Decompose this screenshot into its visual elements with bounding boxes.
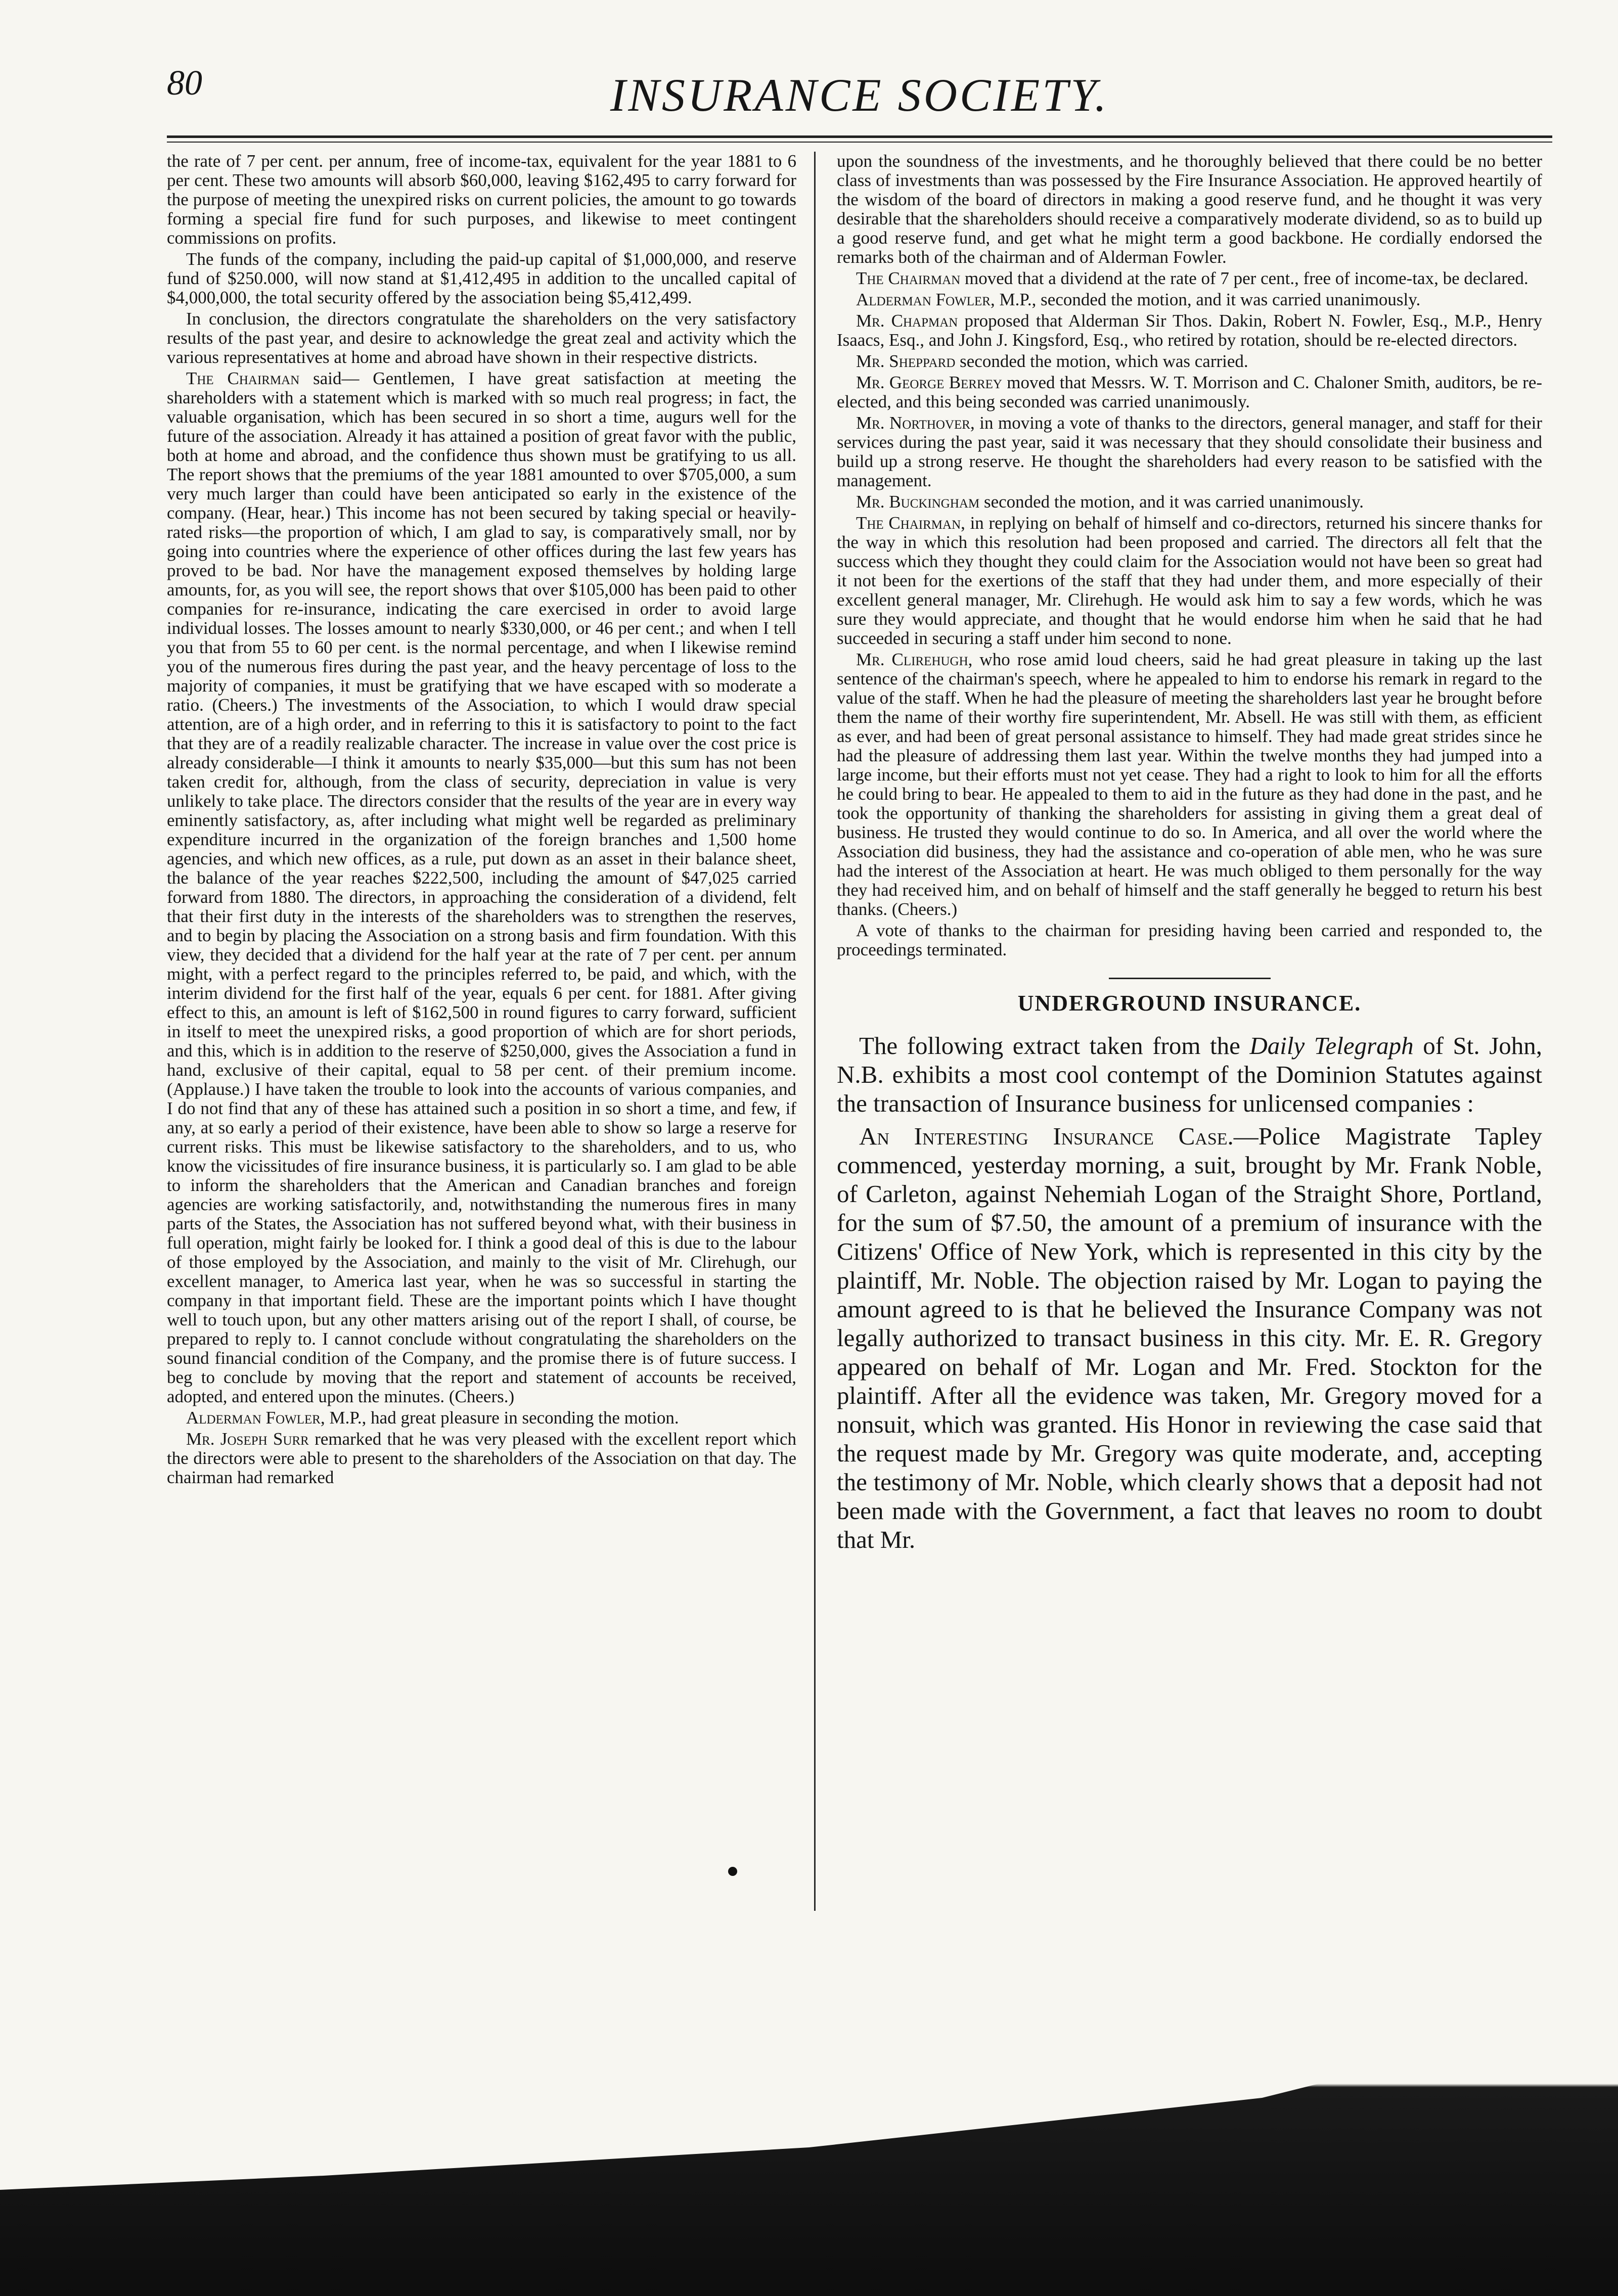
speaker-name: Mr. Northover, xyxy=(856,413,975,433)
paragraph xyxy=(167,369,796,1406)
speaker-name: Mr. Chapman xyxy=(856,311,958,331)
speaker-name: Alderman Fowler, xyxy=(856,290,995,309)
paragraph: the rate of 7 per cent. per annum, free of income-tax, equivalent for the year 1881 to 6 per cent. These two amounts will absorb $60,000, leaving $162,495 to carry forward for the purpose of meeting the unexpired risks on current policies, the amount to go towards forming a special fire fund for such purposes, and likewise to meet contingent commissions on profits. xyxy=(167,151,796,248)
left-column xyxy=(167,152,796,1911)
paragraph-text: who rose amid loud cheers, said he had great pleasure in taking up the last sentence of the chairman's speech, where he appealed to him to endorse his remark in regard to the value of the staff. When he had the pleasure of meeting the shareholders last year he brought before them the name of their worthy fire superintendent, Mr. Absell. He was still with them, as efficient as ever, and had been of great personal assistance to himself. They had made great strides since he had the pleasure of addressing them last year. Within the twelve months they had jumped into a large income, but their efforts must not yet cease. They had a right to look to him for all the efforts he could bring to bear. He appealed to them to aid in the future as they had done in the past, and he took the opportunity of thanking the shareholders for assisting in giving them a great deal of business. He trusted they would continue to do so. In America, and all over the world where the Association did business, they had the assistance and co-operation of able men, who he was sure had the interest of the Association at heart. He was much obliged to them personally for the way they had received him, and on behalf of himself and the staff generally he begged to return his best thanks. (Cheers.) xyxy=(837,650,1542,919)
column-divider xyxy=(814,152,816,1911)
right-column xyxy=(837,152,1542,1911)
newspaper-title: Daily Telegraph xyxy=(1249,1032,1414,1060)
paragraph xyxy=(837,650,1542,919)
ink-speck xyxy=(728,1867,737,1876)
speaker-name: Mr. Joseph Surr xyxy=(186,1429,309,1449)
paragraph xyxy=(837,492,1542,512)
speaker-name: The Chairman xyxy=(856,268,961,288)
paragraph-text: seconded the motion, which was carried. xyxy=(960,351,1248,371)
underground-insurance-article xyxy=(837,1031,1542,1554)
meeting-report xyxy=(837,152,1542,959)
paragraph xyxy=(837,414,1542,490)
paragraph: A vote of thanks to the chairman for presiding having been carried and responded to, the proceedings terminated. xyxy=(837,921,1542,959)
speaker-name: Mr. George Berrey xyxy=(856,373,1002,392)
paragraph-text: said— Gentlemen, I have great satisfaction at meeting the shareholders with a statement which is marked with so much real progress; in fact, the valuable organisation, which has been secured in so short a time, augurs well for the future of the association. Already it has attained a position of great favor with the public, both at home and abroad, and the confidence thus shown must be gratifying to us all. The report shows that the premiums of the year 1881 amounted to over $705,000, a sum very much larger than could have been anticipated so early in the existence of the company. (Hear, hear.) This income has not been secured by taking special or heavily-rated risks—the proportion of which, I am glad to say, is comparatively small, nor by going into countries where the experience of other offices during the last few years has proved to be bad. Nor have the management exposed themselves by holding large amounts, for, as you will see, the report shows that over $105,000 has been paid to other companies for re-insurance, indicating the care exercised in order to avoid large individual losses. The losses amount to nearly $330,000, or 46 per cent.; and when I tell you that from 55 to 60 per cent. is the normal percentage, and when I likewise remind you of the numerous fires during the past year, and the heavy percentage of loss to the majority of companies, it must be gratifying that we have escaped with so moderate a ratio. (Cheers.) The investments of the Association, to which I would draw special attention, are of a high order, and in referring to this it is satisfactory to point to the fact that they are of a readily realizable character. The increase in value over the cost price is already considerable—I think it amounts to nearly $35,000—but this sum has not been taken credit for, although, from the class of security, depreciation in value is very unlikely to take place. The directors consider that the results of the year are in every way eminently satisfactory, as, after including what might well be regarded as preliminary expenditure incurred in the organization of the foreign branches and 1,500 home agencies, and which new offices, as a rule, put down as an asset in their balance sheet, the balance of the year reaches $222,500, including the amount of $47,025 carried forward from 1880. The directors, in approaching the consideration of a dividend, felt that their first duty in the interests of the shareholders was to strengthen the reserves, and to begin by placing the Association on a strong basis and firm foundation. With this view, they decided that a dividend for the half year at the rate of 7 per cent. per annum might, with a perfect regard to the principles referred to, be paid, and which, with the interim dividend for the first half of the year, equals 6 per cent. for 1881. After giving effect to this, an amount is left of $162,500 in round figures to carry forward, sufficient in itself to meet the unexpired risks, a good proportion of which are for short periods, and this, which is in addition to the reserve of $250,000, gives the Association a fund in hand, exclusive of their capital, equal to 58 per cent. of their premium income. (Applause.) I have taken the trouble to look into the accounts of various companies, and I do not find that any of these has attained such a position in so short a time, and few, if any, at so early a period of their existence, have been able to show so large a reserve for current risks. This must be likewise satisfactory to the shareholders, and to us, who know the vicissitudes of fire insurance business, it is particularly so. I am glad to be able to inform the shareholders that the American and Canadian branches and foreign agencies are working satisfactorily, and, notwithstanding the numerous fires in many parts of the States, the Association has not suffered beyond what, with their business in full operation, might fairly be looked for. I think a good deal of this is due to the labour of those employed by the Association, and mainly to the visit of Mr. Clirehugh, our excellent manager, to America last year, when he was so successful in starting the company in that important field. These are the important points which I have thought well to touch upon, but any other matters arising out of the report I shall, of course, be prepared to reply to. I cannot conclude without congratulating the shareholders on the sound financial condition of the Company, and the promise there is of future success. I beg to conclude by moving that the report and statement of accounts be received, adopted, and entered upon the minutes. (Cheers.) xyxy=(167,369,797,1406)
paragraph xyxy=(837,290,1542,309)
section-rule xyxy=(1109,978,1271,979)
article-lead: An Interesting Insurance Case. xyxy=(859,1122,1234,1150)
speaker-name: Alderman Fowler, xyxy=(186,1408,325,1428)
paragraph-text: moved that a dividend at the rate of 7 per cent., free of income-tax, be declared. xyxy=(965,268,1529,288)
paragraph xyxy=(837,373,1542,411)
paragraph-text: —Police Magistrate Tapley commenced, yesterday morning, a suit, brought by Mr. Frank Noble, of Carleton, against Nehemiah Logan of the Straight Shore, Portland, for the sum of $7.50, the amount of a premium of insurance with the Citizens' Office of New York, which is represented in this city by the plaintiff, Mr. Noble. The objection raised by Mr. Logan to paying the amount agreed to is that he believed the Insurance Company was not legally authorized to transact business in this city. Mr. E. R. Gregory appeared on behalf of Mr. Logan and Mr. Fred. Stockton for the plaintiff. After all the evidence was taken, Mr. Gregory moved for a nonsuit, which was granted. His Honor in reviewing the case said that the request made by Mr. Gregory was quite moderate, and, accepting the testimony of Mr. Noble, which clearly shows that a deposit had not been made with the Government, a fact that leaves no room to doubt that Mr. xyxy=(837,1122,1542,1553)
speaker-name: Mr. Buckingham xyxy=(856,492,980,512)
paragraph xyxy=(837,514,1542,648)
page-edge-shadow xyxy=(0,1942,1618,2296)
paragraph: The funds of the company, including the paid-up capital of $1,000,000, and reserve fund of $250.000, will now stand at $1,412,495 in addition to the uncalled capital of $4,000,000, the total security offered by the association being $5,412,499. xyxy=(167,249,796,307)
paragraph xyxy=(837,1122,1542,1554)
paragraph-text: in moving a vote of thanks to the directors, general manager, and staff for their services during the past year, said it was necessary that they should consolidate their business and build up a strong reserve. He thought the shareholders had every reason to be satisfied with the management. xyxy=(837,413,1543,490)
speaker-name: Mr. Clirehugh, xyxy=(856,650,973,669)
paragraph-text: M.P., seconded the motion, and it was carried unanimously. xyxy=(999,290,1421,309)
paragraph-text: moved that Messrs. W. T. Morrison and C. Chaloner Smith, auditors, be re-elected, and this being seconded was carried unanimously. xyxy=(837,373,1543,411)
speaker-name: Mr. Sheppard xyxy=(856,351,956,371)
paragraph-text: remarked that he was very pleased with the excellent report which the directors were able to present to the shareholders of the Association on that day. The chairman had remarked xyxy=(167,1429,796,1487)
page-number: 80 xyxy=(167,64,202,103)
paragraph xyxy=(837,311,1542,350)
paragraph-text: of St. John, N.B. exhibits a most cool contempt of the Dominion Statutes against the transaction of Insurance business for unlicensed companies : xyxy=(837,1032,1542,1117)
paragraph xyxy=(837,352,1542,371)
paragraph-text: seconded the motion, and it was carried unanimously. xyxy=(983,492,1364,512)
speaker-name: The Chairman, xyxy=(856,513,965,533)
paragraph: In conclusion, the directors congratulate the shareholders on the very satisfactory results of the past year, and desire to acknowledge the great zeal and activity which the various representatives at home and abroad have shown in their respective districts. xyxy=(167,309,796,367)
section-heading: UNDERGROUND INSURANCE. xyxy=(1017,991,1362,1016)
header-rule-thick xyxy=(167,135,1552,138)
paragraph-text: M.P., had great pleasure in seconding the motion. xyxy=(329,1408,679,1428)
paragraph: upon the soundness of the investments, and he thoroughly believed that there could be no better class of investments than was possessed by the Fire Insurance Association. He approved heartily of the wisdom of the board of directors in making a good reserve fund, and he thought it was very desirable that the shareholders should receive a comparatively moderate dividend, so as to build up a good reserve fund, and get what he might term a good backbone. He cordially endorsed the remarks both of the chairman and of Alderman Fowler. xyxy=(837,151,1542,267)
speaker-name: The Chairman xyxy=(186,369,300,388)
paragraph xyxy=(837,269,1542,288)
journal-title: INSURANCE SOCIETY. xyxy=(610,69,1109,121)
paragraph-text: The following extract taken from the xyxy=(859,1032,1250,1060)
paragraph-text: proposed that Alderman Sir Thos. Dakin, Robert N. Fowler, Esq., M.P., Henry Isaacs, Esq., and John J. Kingsford, Esq., who retired by rotation, should be re-elected directors. xyxy=(837,311,1542,350)
paragraph xyxy=(837,1031,1542,1118)
paragraph-text: in replying on behalf of himself and co-directors, returned his sincere thanks for the way in which this resolution had been proposed and carried. The directors all felt that the success which they thought they could claim for the Association would not have been so great had it not been for the exertions of the staff that they had under them, and more especially of their excellent general manager, Mr. Clirehugh. He would ask him to say a few words, which he was sure they would appreciate, and thought that he would endorse him when he said that he had succeeded in securing a staff under him second to none. xyxy=(837,513,1542,648)
paragraph xyxy=(167,1430,796,1487)
header-rule-thin xyxy=(167,142,1552,143)
paragraph xyxy=(167,1408,796,1428)
page-header xyxy=(167,63,1552,129)
